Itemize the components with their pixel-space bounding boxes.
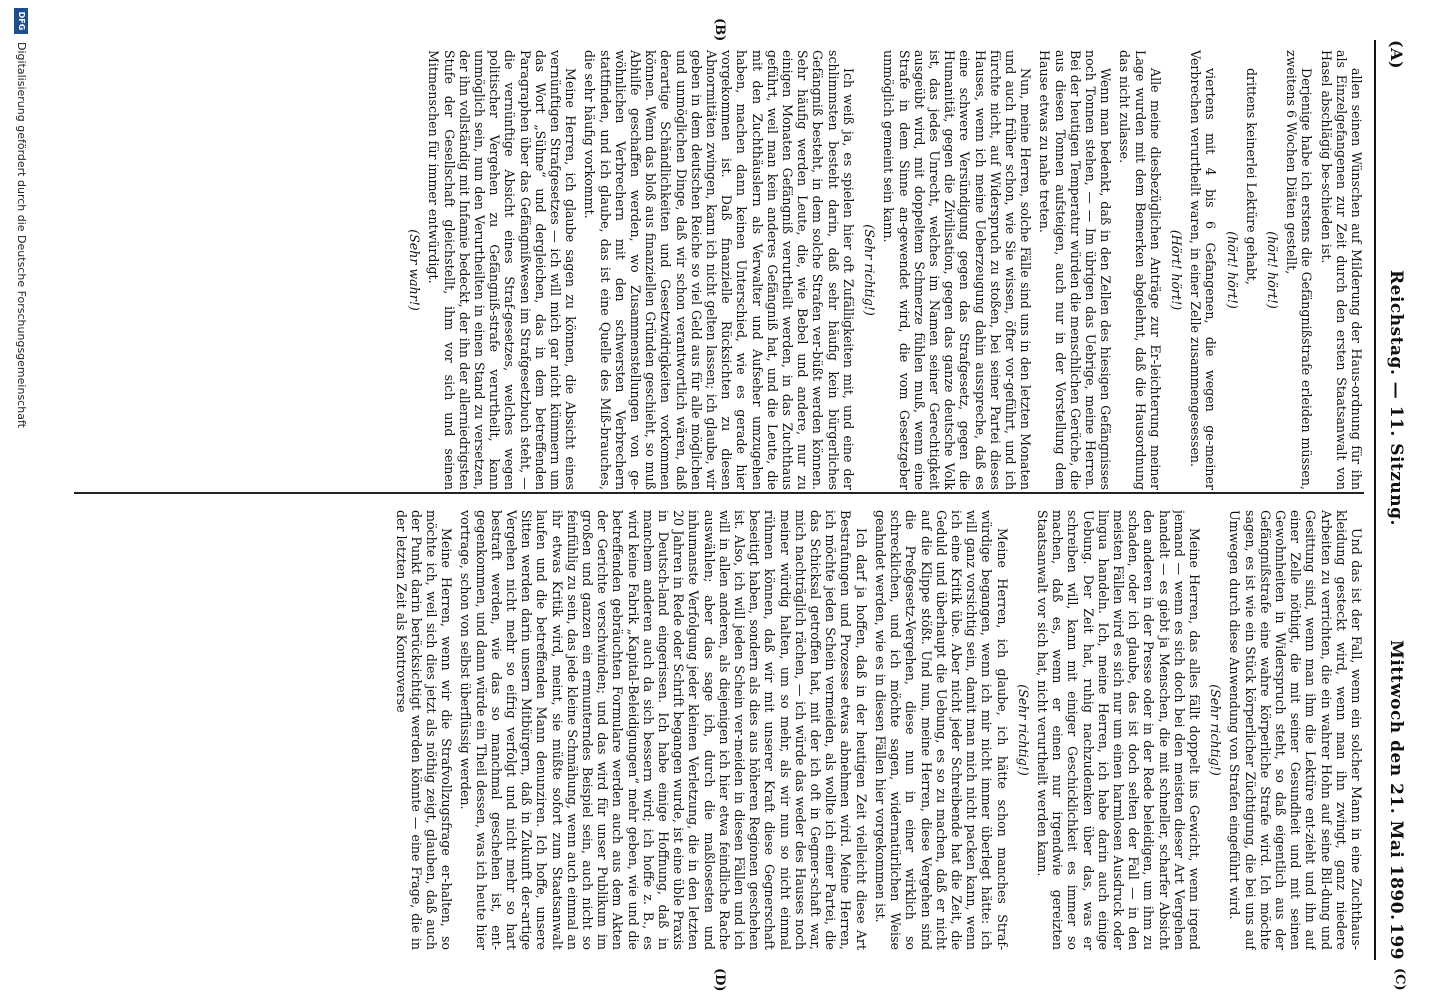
header-rule [1374, 40, 1376, 960]
margin-marker-c: (C) [1392, 968, 1407, 991]
margin-marker-d: (D) [712, 968, 727, 992]
interjection: (hört! hört!) [1224, 231, 1240, 309]
paragraph: Meine Herren, ich glaube sagen zu können, die Absicht eines vernünftigen Strafgesetzes — ich will mich gar nicht kümmern um das Wort „Sühne“ und dergleichen, das in dem betreffenden Paragraphen über das Gefängnißwesen im Strafgesetzbuch steht, — die vernünftige Absicht eines Straf-gesetzes, welches wegen politischer Vergehen zu Gefängniß-strafe verurtheilt, kann unmöglich sein, nun den Verurtheilten in einen Stand zu versetzen, der ihn vollständig mit Infamie bedeckt, der ihn der allerniedrigsten Stufe der Gesellschaft gleichstellt, ihm vor sich und seinen Mitmenschen für immer entwürdigt. [426, 50, 579, 490]
interjection: (Hört! hört!) [1168, 229, 1184, 311]
text-column-right [74, 510, 1364, 950]
page-number: 199 [1386, 923, 1406, 960]
margin-marker-b: (B) [712, 18, 727, 42]
footer-credit: Digitalisierung gefördert durch die Deutsche Forschungsgemeinschaft [15, 42, 28, 428]
paragraph: Meine Herren, wenn wir die Strafvollzugsfrage er-halten, so möchte ich, weil sich dies jetzt als nöthig zeigt, glauben, daß auch der Punkt darin berücksichtigt werden könnte — eine Frage, die in der letzten Zeit als Kontroverse [393, 510, 455, 950]
paragraph: Meine Herren, das alles fällt doppelt ins Gewicht, wenn irgend jemand — wenn es sich doch bei den meisten dieser Art Vergehen handelt — es giebt ja Menschen, die mit schneller, scharfer Absicht den anderen in der Presse oder in der Rede beleidigen, um ihm zu schaden, oder ich glaube, das ist doch selten der Fall — in den meisten Fällen wird es sich nur um einen harmlosen Ausdruck oder lingua handeln. Ich, meine Herren, ich habe darin auch einige Uebung. Der Zeit hat, ruhig nachzudenken über das, was er schreiben will, kann mit einiger Geschicklichkeit es immer so machen, daß es, wenn er einen nur irgendwie gereizten Staatsanwalt vor sich hat, nicht verurtheilt werden kann. [1034, 510, 1202, 950]
paragraph: allen seinen Wünschen auf Milderung der Haus-ordnung für ihn als Einzelgefangenen zur Zeit durch den ersten Staatsanwalt von Hasel abschlägig be-schieden ist. [1318, 50, 1364, 490]
session-date: Mittwoch den 21. Mai 1890. [1386, 640, 1406, 921]
text-column-left [74, 50, 1364, 490]
paragraph: viertens mit 4 bis 6 Gefangenen, die wegen ge-meiner Verbrechen verurtheilt waren, in einer Zelle zusammengesessen. [1188, 50, 1219, 490]
paragraph: Ich darf ja hoffen, daß in der heutigen Zeit vielleicht diese Art Bestrafungen und Prozesse etwas abnehmen wird. Meine Herren, ich möchte jeden Schein vermeiden, als wollte ich einer Partei, die das Schicksal getroffen hat, mit der ich oft in Gegner-schaft war, mich nachträglich rächen, — ich würde das weder des Hauses noch meiner würdig halten, um so mehr, als wir nun so nicht einmal rühmen können, daß wir mit unserer Kraft diese Gegnerschaft beseitigt haben, sondern als dies aus höheren Regionen geschehen ist. Also, ich will jeden Schein ver-meiden in diesen Fällen und ich will in allen anderen, als diejenigen ich hier etwa feindliche Rache auswählen; aber das sage ich, durch die maßlosesten und inhumanste Verfolgung jeder kleinen Verletzung, die in den letzten 20 Jahren in Rede oder Schrift begangen wurde, ist eine üble Praxis in Deutsch-land eingerissen. Ich habe einige Hoffnung, daß in manchem anderen auch da sich bessern wird; ich hoffe z. B., es wird keine Fabrik „Kapital-Beleidigungen“ mehr geben, wie und die betreffenden gebräuchten Formulare werden auch aus dem Akten der Gerichte verschwinden; und das wird für unser Publikum im großen und ganzen ein ermunterndes Beispiel sein, auch nicht so feinfühlig zu sein, das jede kleine Schmähung, wenn auch einmal an ihr etwas Kritik wird, meint, sie müßte sofort zum Staatsanwalt laufen und die betreffenden Mann denunziren. Ich hoffe, unsere Sitten werden darin unsern Mitbürgern, daß in Zukunft der-artige Vergehen nicht mehr so eifrig verfolgt und nicht mehr so hart bestraft werden, wie das so manchmal geschehen ist, ent-gegenkommen, und dann würde ein Theil dessen, was ich heute hier vortrage, schon von selbst überflüssig werden. [458, 510, 869, 950]
paragraph: Nun, meine Herren, solche Fälle sind uns in den letzten Monaten und auch früher schon, wie Sie wissen, öfter vor-geführt, und ich fürchte nicht, auf Widerspruch zu stoßen, bei seiner Partei dieses Hauses, wenn ich meine Ueberzeugung dahin ausspreche, daß es eine schwere Versündigung gegen das Strafgesetz, gegen die Humanität, gegen die Zivilisation, gegen das ganze deutsche Volk ist, das jedes Unrecht, welches im Namen seiner Gerechtigkeit ausgeübt wird, mit doppeltem Schmerze fühlen muß, wenn eine Strafe in dem Sinne an-gewendet wird, die vom Gesetzgeber unmöglich gemeint sein kann. [881, 50, 1034, 490]
page-footer [8, 0, 32, 1000]
paragraph: Und das ist der Fall, wenn ein solcher Mann in eine Zuchthaus-kleidung gesteckt wird, wenn man ihn zwingt, ganz niedere Arbeiten zu verrichten, die ein wahrer Hohn auf seine Bil-dung und Gesittung sind, wenn man ihm die Lektüre ent-zieht und ihn auf einer Zelle nöthigt, die mit seiner Gesundheit und mit seinen Gewohnheiten in Widerspruch steht, so daß eigentlich aus der Gefängnißstrafe eine wahre körperliche Strafe wird. Ich möchte sagen, es ist wie ein Stück körperlicher Züchtigung, die bei uns auf Umwegen durch diese Anwendung von Strafen eingeführt wird. [1227, 510, 1364, 950]
paragraph: drittens keinerlei Lektüre gehabt, [1243, 68, 1259, 285]
paragraph: Alle meine diesbezüglichen Anträge zur Er-leichterung meiner Lage wurden mit dem Bemerken abgelehnt, daß die Hausordnung das nicht zulasse. [1117, 50, 1163, 490]
paragraph: Ich weiß ja, es spielen hier oft Zufälligkeiten mit, und eine der schlimmsten besteht darin, daß sehr häufig kein bürgerliches Gefängniß besteht, in dem solche Strafen ver-büßt werden können. Sehr häufig werden Leute, die, wie Bebel und andere, nur zu einigen Monaten Gefängniß verurtheilt werden, in das Zuchthaus geführt, weil man kein anderes Gefängniß hat, und die Leute, die mit den Zuchthäuslern als Verwalter und Aufseher umzugehen haben, machen dann keinen Unterschied, wie es gerade hier vorgekommen ist. Daß finanzielle Rücksichten zu diesen Abnormitäten zwingen, kann ich nicht gelten lassen; ich glaube, wir geben in dem deutschen Reiche so viel Geld aus für alle möglichen und unmöglichen Dinge, daß wir schon verantwortlich wären, daß derartige Schändlichkeiten und Gesetzwidrigkeiten vorkommen können. Wenn das bloß aus finanziellen Gründen geschieht, so muß Abhilfe geschaffen werden, wo Zusammenstellungen von ge-wöhnlichen Verbrechern mit den schwersten Verbrechern stattfinden, und ich glaube, das ist eine Quelle des Miß-brauches, die sehr häufig vorkommt. [582, 50, 856, 490]
interjection: (Sehr richtig!) [1208, 684, 1224, 776]
dfg-logo-icon: DFG [14, 8, 28, 34]
paragraph: Wenn man bedenkt, daß in den Zellen des hiesigen Gefängnisses noch Tonnen stehen, — — Im übrigen das Uebrige, meine Herren. Bei der heutigen Temperatur würden die menschlichen Gerüche, die aus diesen Tonnen aufsteigen, auch nur in der Vorstellung dem Hause etwas zu nahe treten. [1037, 50, 1114, 490]
paragraph: Meine Herren, ich glaube, ich hätte schon manches Straf-würdige begangen, wenn ich mir nicht immer überlegt hätte: ich will ganz vorsichtig sein, damit man mich nicht packen kann, wenn ich eine Kritik übe. Aber nicht jeder Schreibende hat die Zeit, die Geduld und überhaupt die Uebung, es so zu machen, daß er nicht auf die Klippe stößt. Und nun, meine Herren, diese Vergehen sind die Preßgesetz-Vergehen, diese nun in einer wirklich so schrecklichen, und ich möchte sagen, widernatürlichen Weise geahndet werden, wie es in diesen Fällen hier vorgekommen ist. [872, 510, 1010, 950]
margin-marker-a: (A) [1387, 40, 1406, 70]
interjection: (hört! hört!) [1264, 231, 1280, 309]
page-header [1372, 40, 1412, 960]
interjection: (Sehr richtig!) [862, 224, 878, 316]
paragraph: Derjenige habe ich erstens die Gefängnißstrafe erleiden müssen, zweitens 6 Wochen Diäten gestellt, [1284, 50, 1315, 490]
interjection: (Sehr wahr!) [407, 229, 423, 311]
interjection: (Sehr richtig!) [1015, 684, 1031, 776]
running-title: Reichstag. — 11. Sitzung. [1386, 270, 1406, 526]
column-divider [74, 492, 1364, 494]
